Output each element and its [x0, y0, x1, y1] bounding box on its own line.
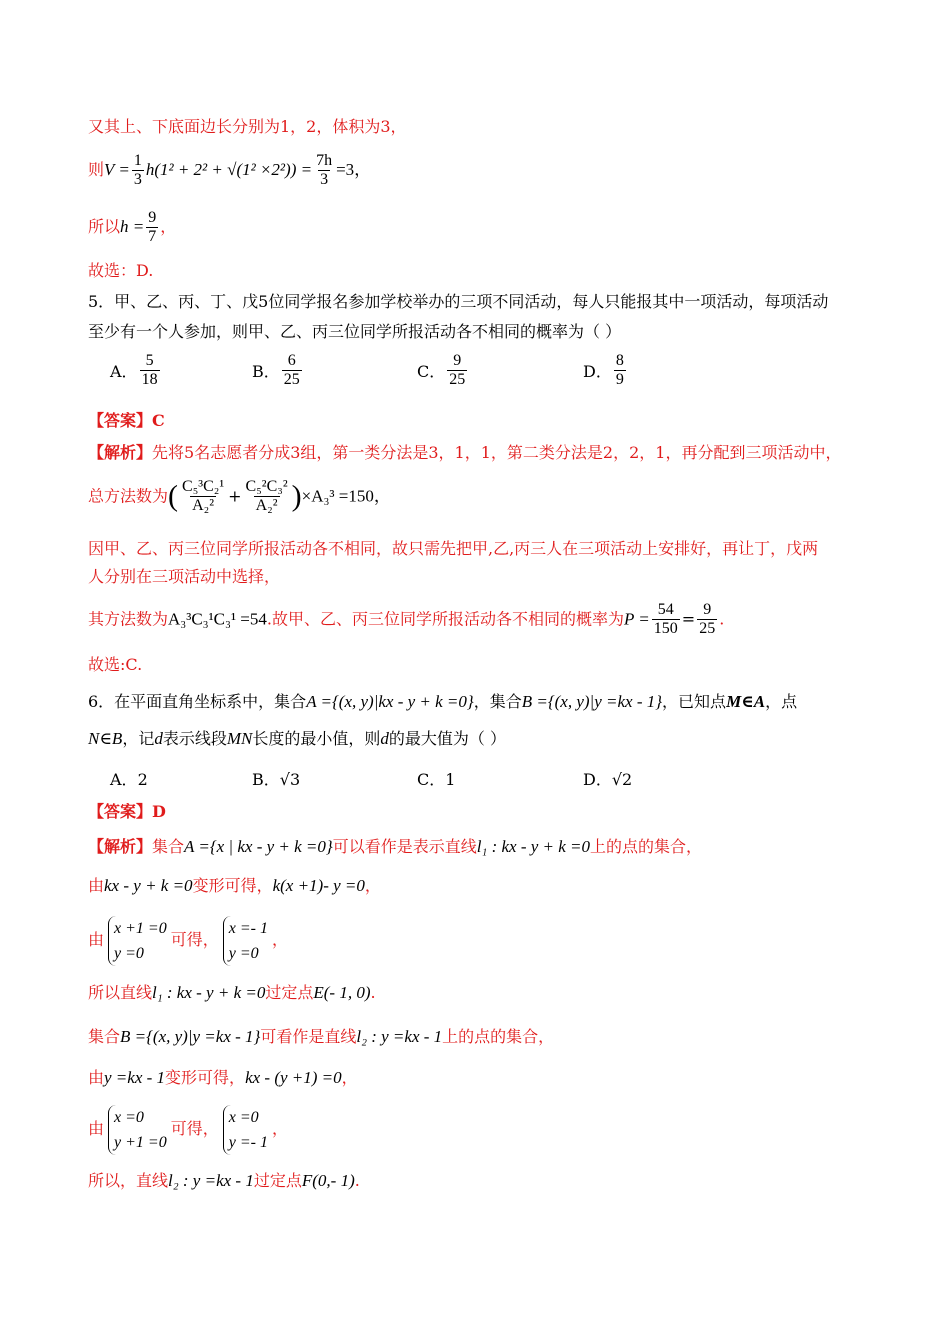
- frac-9-25: $\frac{9}{25}$: [699, 601, 716, 637]
- q6-analysis-3: 由x +1 =0 y =0可得，x =- 1 y =0，: [88, 915, 288, 965]
- q6-analysis-6: 由y =kx - 1变形可得，kx - (y +1) =0，: [88, 1068, 358, 1087]
- frac-54-150: $\frac{54}{150}$: [653, 601, 678, 637]
- q5-analysis-4: 人分别在三项活动中选择，: [88, 567, 281, 586]
- q5-option-d: D． $\frac{8}{9}$: [583, 352, 624, 388]
- q5-option-b: B． $\frac{6}{25}$: [252, 352, 300, 388]
- q6-stem-2: N∈B，记d表示线段MN长度的最小值，则d的最大值为（ ）: [88, 729, 506, 748]
- q5-analysis-5: 其方法数为A₃³C₃¹C₃¹ =54.故甲、乙、丙三位同学所报活动各不相同的概率为P = $\frac{54}{150}$ = $\frac{9}{25}$ .: [88, 601, 725, 637]
- system-3: x =0 y +1 =0: [108, 1105, 167, 1155]
- q5-analysis-1: 【解析】先将5名志愿者分成3组，第一类分法是3，1，1，第二类分法是2，2，1，再分配到三项活动中，: [88, 443, 842, 462]
- prev-l3-prefix: 所以: [88, 217, 121, 236]
- prev-l3-suffix: ，: [160, 217, 177, 236]
- prev-line-1: 又其上、下底面边长分别为1，2，体积为3，: [88, 117, 407, 136]
- volume-formula-b: h(1² + 2² + √(1² ×2²)) =: [145, 160, 313, 179]
- frac-c52c32-a22: $\frac{\text{C₅²C₃²}}{\text{A₂²}}$: [245, 478, 288, 514]
- prev-l2-prefix: 则: [88, 160, 105, 179]
- frac-c53c21-a22: $\frac{\text{C₅³C₂¹}}{\text{A₂²}}$: [182, 478, 225, 514]
- system-2: x =- 1 y =0: [223, 916, 268, 966]
- volume-formula-a: V =: [104, 160, 130, 179]
- q6-stem-1: 6．在平面直角坐标系中，集合A ={(x, y)|kx - y + k =0}，集合B ={(x, y)|y =kx - 1}，已知点M∈A，点: [88, 692, 798, 711]
- q6-analysis-1: 【解析】集合A ={x | kx - y + k =0}可以看作是表示直线l₁ : kx - y + k =0上的点的集合，: [88, 837, 703, 856]
- q6-answer: 【答案】D: [88, 802, 166, 821]
- q5-analysis-2: 总方法数为( $\frac{\text{C₅³C₂¹}}{\text{A₂²}}$ + $\frac{\text{C₅²C₃²}}{\text{A₂²}}$ )×A₃³ =150，: [88, 478, 391, 514]
- prev-line-4: 故选：D.: [88, 261, 154, 280]
- volume-formula-c: =3，: [336, 160, 372, 179]
- prev-line-2: [88, 152, 371, 189]
- h-formula: h =: [120, 217, 145, 236]
- q6-analysis-7: 由x =0 y +1 =0可得，x =0 y =- 1，: [88, 1104, 288, 1154]
- q5-analysis-6: 故选:C.: [88, 655, 143, 674]
- frac-9-7: $\frac{9}{7}$: [148, 209, 157, 245]
- q5-stem-2: 至少有一个人参加，则甲、乙、丙三位同学所报活动各不相同的概率为（ ）: [88, 322, 622, 341]
- system-1: x +1 =0 y =0: [108, 916, 167, 966]
- q6-option-d: D．√2: [583, 770, 633, 789]
- q6-analysis-2: 由kx - y + k =0变形可得，k(x +1)- y =0，: [88, 876, 381, 895]
- system-4: x =0 y =- 1: [223, 1105, 268, 1155]
- q5-option-a: A． $\frac{5}{18}$: [110, 352, 158, 388]
- q6-analysis-5: 集合B ={(x, y)|y =kx - 1}可看作是直线l₂ : y =kx - 1上的点的集合，: [88, 1027, 555, 1046]
- prev-line-3: [88, 209, 176, 246]
- q5-stem-1: 5．甲、乙、丙、丁、戊5位同学报名参加学校举办的三项不同活动，每人只能报其中一项活动，每项活动: [88, 292, 829, 311]
- q6-analysis-4: 所以直线l₁ : kx - y + k =0过定点E(- 1, 0).: [88, 983, 376, 1002]
- q6-analysis-8: 所以，直线l₂ : y =kx - 1过定点F(0,- 1).: [88, 1171, 360, 1190]
- q5-answer: 【答案】C: [88, 411, 165, 430]
- frac-one-third: $\frac{1}{3}$: [133, 152, 142, 188]
- q6-option-a: A．2: [110, 770, 148, 789]
- q5-analysis-3: 因甲、乙、丙三位同学所报活动各不相同，故只需先把甲,乙,丙三人在三项活动上安排好，再让丁，戊两: [88, 539, 819, 558]
- q6-option-b: B．√3: [252, 770, 301, 789]
- frac-7h-3: $\frac{7h}{3}$: [316, 152, 333, 188]
- q5-option-c: C． $\frac{9}{25}$: [417, 352, 466, 388]
- q6-option-c: C．1: [417, 770, 456, 789]
